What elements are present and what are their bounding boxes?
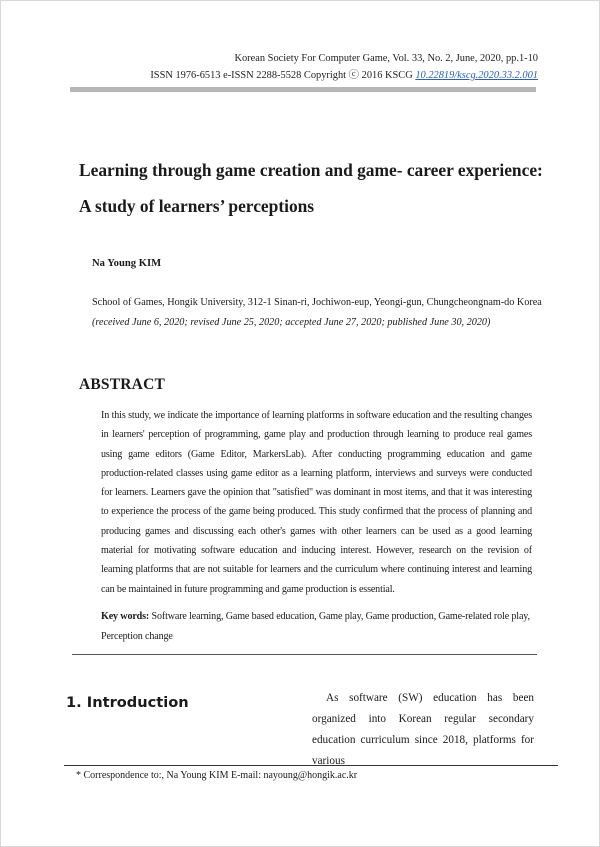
doi-link[interactable]: 10.22819/kscg.2020.33.2.001 bbox=[415, 70, 538, 81]
footnote-divider bbox=[64, 765, 558, 766]
issn-copyright-line bbox=[58, 67, 538, 84]
paper-title bbox=[79, 152, 559, 224]
issn-copyright-text: ISSN 1976-6513 e-ISSN 2288-5528 Copyright ⓒ 2016 KSCG bbox=[150, 70, 416, 81]
keywords-list: Software learning, Game based education, Game play, Game production, Game-related role play, Perception change bbox=[101, 611, 530, 642]
introduction-text: As software (SW) education has been organized into Korean regular secondary education curriculum since 2018, platforms for various bbox=[312, 692, 534, 767]
title-line-1: Learning through game creation and game- career experience: bbox=[79, 160, 543, 180]
abstract-text: In this study, we indicate the importance of learning platforms in software education and the resulting changes in learners' perception of programming, game play and production through learning to produce real games using game editors (Game Editor, MarkersLab). After conducting programming education and game production-related classes using game editor as a learning platform, interviews and surveys were conducted for learners. Learners gave the opinion that "satisfied" was dominant in most items, and that it was interesting to experience the process of the game being produced. This study confirmed that the process of planning and producing games and discussing each other's games with other learners can be used as a good learning material for motivating software education and inducing interest. However, research on the revision of learning platforms that are not suitable for learners and the curriculum where continuing interest and learning can be maintained in future programming and game production is essential. bbox=[101, 410, 532, 595]
abstract-divider bbox=[72, 654, 537, 655]
publication-dates: (received June 6, 2020; revised June 25, 2020; accepted June 27, 2020; published June 30, 2020) bbox=[92, 317, 491, 328]
abstract-heading: ABSTRACT bbox=[79, 376, 166, 393]
keywords-label: Key words: bbox=[101, 611, 150, 622]
correspondence-footnote: * Correspondence to:, Na Young KIM E-mail: nayoung@hongik.ac.kr bbox=[76, 770, 358, 781]
introduction-heading: 1. Introduction bbox=[66, 694, 189, 711]
keywords bbox=[101, 607, 535, 646]
affiliation: School of Games, Hongik University, 312-1 Sinan-ri, Jochiwon-eup, Yeongi-gun, Chungcheongnam-do Korea bbox=[92, 297, 542, 308]
author-name: Na Young KIM bbox=[92, 258, 162, 269]
journal-citation: Korean Society For Computer Game, Vol. 33, No. 2, June, 2020, pp.1-10 bbox=[234, 53, 538, 64]
running-header bbox=[58, 50, 538, 84]
header-rule bbox=[70, 87, 536, 92]
title-line-2: A study of learners’ perceptions bbox=[79, 196, 315, 216]
affiliation-block bbox=[92, 293, 542, 333]
